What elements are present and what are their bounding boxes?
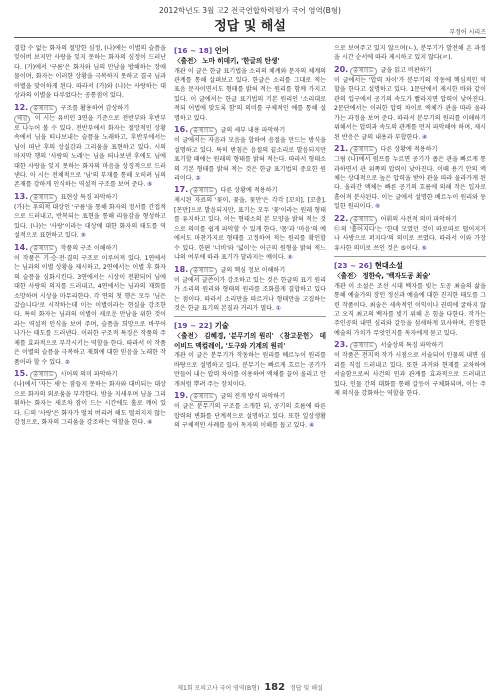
tag-label: 출제의도: [30, 245, 56, 254]
answer-mark: ⑤: [375, 203, 381, 211]
footer-section-name: 정답 및 해설: [290, 685, 323, 692]
section-source: 〈출전〉 김혜경, '분무기의 원리' 〈참고문헌〉 데이비드 맥컬레이, '도구와 기계의 원리': [174, 332, 326, 350]
question-21: [334, 144, 486, 212]
question-number: 12.: [14, 102, 29, 112]
explanation: 이 글에서는 '압력 차이'가 분무기의 작동에 핵심적인 역할을 한다고 설명하고 있다. 1문단에서 제시한 바와 같이 관의 입구에서 공기의 속도가 빨라지면 압력이 낮아진다. 2문단에서는 이러한 압력 차이로 액체가 관을 따라 올라가는 과정을 보여 준다. 따라서 분무기의 원리를 이해하기 위해서는 압력과 속도의 관계를 먼저 파악해야 하며, 제시된 반응은 글의 내용과 부합한다.: [334, 76, 486, 141]
question-topic: 글을 읽고 비판하기: [380, 66, 432, 74]
section-genre: 언어: [214, 46, 229, 55]
question-topic: 작품의 구조 이해하기: [60, 244, 118, 252]
question-20: [334, 65, 486, 142]
paragraph: 개관 이 글은 한글 표기법을 소리의 체계와 문자의 체계의 관계를 통해 살펴보고 있다. 한글은 소리를 그대로 적는 표음 문자이면서도 형태를 밝혀 적는 원리를 함께 가지고 있다. 이 글에서는 한글 표기법의 기본 원리인 '소리대로 적되 어법에 맞도록 함'의 의미를 구체적인 예를 통해 설명하고 있다.: [174, 67, 326, 122]
tag-label: 출제의도: [350, 342, 376, 351]
tag-label: 출제의도: [190, 267, 216, 276]
question-topic: 다른 상황에 적용하기: [220, 187, 278, 195]
question-topic: 구조를 활용하여 감상하기: [60, 104, 130, 112]
question-22: [334, 214, 486, 253]
question-12: [14, 103, 166, 190]
column-1: [14, 44, 166, 674]
question-17: [174, 185, 326, 262]
answer-mark: ④: [309, 422, 315, 430]
paragraph: 으로 보여주고 있지 않으며(ㄴ), 분무기가 발전해 온 과정을 시간 순서에 따라 제시하고 있지 않다(ㄹ).: [334, 45, 486, 62]
question-15: [14, 369, 166, 427]
question-14: [14, 243, 166, 367]
section-heading: [334, 261, 486, 271]
question-number: 21.: [334, 144, 349, 154]
answer-mark: ④: [147, 418, 153, 426]
question-topic: 표현상 특징 파악하기: [60, 193, 118, 201]
question-16: [174, 125, 326, 183]
paragraph: 결합 수 없는 화자의 절망한 심정, (나)에는 이별의 슬픔을 잊어버 보지만 사랑을 잊지 못하는 화자의 심정이 드러난다. (가)에서 '구름'은 화자와 님의 만남을 방해하는 장애물이며, 화자는 이러한 상황을 극복하지 못하고 결국 님과 이별을 맞이하게 된다. 따라서 (가)와 (나)는 사랑하는 대상과의 이별을 다루었다는 공통점이 있다.: [14, 45, 166, 100]
tag-label: 출제의도: [30, 371, 56, 380]
section-range: [16 ~ 18]: [174, 46, 213, 55]
explanation: ㉢의 '흩어지다'는 '한데 모였던 것이 따로따로 떨어지거나 사방으로 퍼지다'의 의미로 쓰였다. 따라서 이와 가장 유사한 의미로 쓰인 것은 ⑤이다.: [334, 225, 486, 252]
question-number: 18.: [174, 264, 189, 274]
question-topic: 글의 세부 내용 파악하기: [220, 127, 286, 135]
page-header: [0, 0, 500, 42]
answer-mark: ⑤: [287, 254, 293, 262]
section-divider: [334, 256, 486, 257]
explanation: 이 글에서는 자음과 모음을 합하여 음절을 만드는 방식을 설명하고 있다. 특히 받침은 음절의 끝소리로 발음되지만 표기할 때에는 원래의 형태를 밝혀 적는다. 따라서 형태소의 기본 형태를 밝혀 적는 것은 한글 표기법의 중요한 원리이다.: [174, 137, 326, 183]
answer-mark: ⑤: [147, 181, 153, 189]
question-19: [174, 391, 326, 430]
question-number: 20.: [334, 64, 349, 74]
explanation: 제시된 자료의 '꽃이, 꽃을, 꽃만'은 각각 [꼬치], [꼬츨], [꼰만]으로 발음되지만, 표기는 모두 '꽃'이라는 원래 형태를 유지하고 있다. 이는 형태소의 본 모양을 밝혀 적는 것으로 의미를 쉽게 파악할 수 있게 한다. '몸'과 '마음'의 예에서도 마찬가지로 형태를 고정하여 적는 원리를 확인할 수 있다. 한편 '너비'와 '넓이'는 어근의 원형을 밝혀 적느냐의 여부에 따라 표기가 달라지는 예이다.: [174, 197, 326, 262]
explanation: 그림 (나)에서 펌프를 누르면 공기가 좁은 관을 빠르게 통과하면서 관 위쪽의 압력이 낮아진다. 이때 용기 안의 액체는 상대적으로 높은 압력을 받아 관을 따라 올라가게 된다. 올라간 액체는 빠른 공기의 흐름에 의해 작은 입자로 흩어져 분사된다. 이는 글에서 설명한 베르누이 원리와 동일한 원리이다.: [334, 156, 486, 211]
tag-label: 출제의도: [30, 105, 56, 114]
content-columns: [14, 44, 486, 674]
question-number: 14.: [14, 242, 29, 252]
tag-label: 출제의도: [190, 393, 216, 402]
question-23: [334, 340, 486, 398]
paragraph: 개관 이 소설은 조선 시대 백자를 빚는 도공 최술의 삶을 통해 예술가의 장인 정신과 예술에 대한 진지한 태도를 그린 작품이다. 최술은 세속적인 이익이나 권력에 굴하지 않고 오직 최고의 백자를 빚기 위해 온 힘을 다한다. 작가는 주인공의 내면 심리와 갈등을 섬세하게 묘사하며, 진정한 예술의 가치가 무엇인지를 독자에게 묻고 있다.: [334, 282, 486, 337]
explanation: 이 글에서 글쓴이가 강조하고 있는 것은 한글의 표기 원리가 소리의 원리와 형태의 원리를 조화롭게 결합하고 있다는 점이다. 따라서 소리만을 따르거나 형태만을 고집하는 것은 한글 표기의 본질과 거리가 멀다.: [174, 276, 326, 313]
question-topic: 시어의 의미 파악하기: [60, 371, 118, 379]
footer-exam-name: 제1회 모의고사 국어 영역(B형): [177, 685, 260, 692]
question-number: 17.: [174, 185, 189, 195]
section-heading: [174, 321, 326, 331]
section-divider: [174, 316, 326, 317]
question-13: [14, 192, 166, 241]
exam-title: 2012학년도 3월 고2 전국연합학력평가 국어 영역(B형): [159, 6, 341, 15]
tag-label: 해설: [14, 115, 30, 124]
answer-mark: ①: [275, 305, 282, 313]
section-heading: [174, 46, 326, 56]
section-source: 〈출전〉 정한숙, '백자도공 최술': [334, 272, 431, 281]
answer-mark: ⑤: [421, 244, 427, 252]
answer-mark: ③: [80, 232, 86, 240]
explanation: 이 글은 분무기의 구조를 소개한 뒤, 공기의 흐름에 따른 압력의 변화를 단계적으로 설명하고 있다. 또한 일상생활의 구체적인 사례를 들어 독자의 이해를 돕고 있다.: [174, 403, 326, 430]
page-title: 정답 및 해설: [214, 19, 286, 34]
question-number: 13.: [14, 191, 29, 201]
answer-mark: ②: [64, 358, 71, 366]
explanation: 이 작품은 전지적 작가 시점으로 서술되어 인물의 내면 심리를 직접 드러내고 있다. 또한 과거와 현재를 교차하여 서술함으로써 사건의 인과 관계를 효과적으로 드러내고 있다. 인물 간의 대화를 통해 갈등이 구체화되며, 이는 주제 의식을 강화하는 역할을 한다.: [334, 352, 486, 398]
question-number: 23.: [334, 340, 349, 350]
header-rule: [14, 37, 486, 38]
tag-label: 출제의도: [350, 216, 376, 225]
paragraph: 개관 이 글은 분무기가 작동하는 원리를 베르누이 원리를 바탕으로 설명하고 있다. 분무기는 빠르게 흐르는 공기가 만들어 내는 압력 차이를 이용하여 액체를 끌어 올리고 안개처럼 뿌려 주는 장치이다.: [174, 352, 326, 388]
section-genre: 기술: [214, 321, 229, 331]
explanation: (나)에서 '자는 새'는 잠들지 못하는 화자와 대비되는 대상으로 화자의 외로움을 부각한다. 밤을 지새우며 님을 그리워하는 화자는 새조차 잠이 드는 시간에도 홀로 깨어 있다. ㉡의 '사랑'은 화자가 떨쳐 버리려 해도 떨쳐지지 않는 감정으로, 화자의 그리움을 강조하는 역할을 한다.: [14, 381, 166, 426]
tag-label: 출제의도: [30, 194, 56, 203]
column-3: [334, 44, 486, 674]
question-number: 22.: [334, 213, 349, 223]
tag-label: 출제의도: [350, 67, 376, 76]
question-number: 16.: [174, 125, 189, 135]
section-range: [19 ~ 22]: [174, 321, 213, 331]
section-range: [23 ~ 26]: [334, 261, 373, 271]
question-number: 15.: [14, 369, 29, 379]
column-2: [174, 44, 326, 674]
question-topic: 글의 전개 방식 파악하기: [220, 393, 286, 401]
explanation: (가)는 우의적 대상인 '구름'을 통해 화자의 정서를 간접적으로 드러내고, 반복되는 표현을 통해 리듬감을 형성하고 있다. (나)는 '사랑'이라는 대상에 대한 화자의 태도를 역설적으로 표현하고 있다.: [14, 203, 166, 240]
explanation: 이 시는 유비인 3연을 기준으로 전반부와 후반부로 나누어 볼 수 있다. 전반부에서 화자는 절망적인 상황 속에서 님을 떠나보내는 슬픔을 노래하고, 후반부에서는 님이 떠난 후의 상실감과 그리움을 표현하고 있다. 시의 마지막 행의 '사랑의 노래'는 님을 떠나보낸 후에도 님에 대한 사랑을 잊지 못하는 화자의 마음을 상징적으로 드러낸다. 이 시는 전체적으로 '님'의 부재를 통해 오히려 님의 존재를 강하게 인식하는 역설적 구조를 보여 준다.: [14, 114, 166, 189]
answer-mark: ④: [422, 133, 428, 141]
section-genre: 현대소설: [374, 261, 403, 271]
tag-label: 출제의도: [190, 127, 216, 136]
tag-label: 출제의도: [190, 187, 216, 196]
question-topic: 서술상의 특징 파악하기: [380, 342, 444, 350]
question-topic: 글의 핵심 정보 이해하기: [220, 266, 286, 274]
answer-mark: ②: [195, 175, 201, 183]
question-number: 19.: [174, 391, 189, 401]
series-label: 부정어 시리즈: [449, 29, 486, 36]
explanation: 이 작품은 기·승·전·결의 구조로 이루어져 있다. 1연에서는 님과의 이별 상황을 제시하고, 2연에서는 이별 후 화자의 슬픔을 심화시킨다. 3연에서는 시상이 전환되어 님에 대한 사랑의 의지를 드러내고, 4연에서는 님과의 재회를 소망하며 시상을 마무리한다. 각 연의 첫 행은 모두 '님은 갔습니다'로 시작하는데 이는 이별이라는 현실을 강조한다. 특히 화자는 님과의 이별이 새로운 만남을 위한 것이라는 역설적 인식을 보여 주며, 슬픔을 희망으로 바꾸어 나가는 태도를 드러낸다. 이러한 구조적 특징은 작품의 주제를 효과적으로 부각시키는 역할을 한다. 따라서 이 작품은 이별의 슬픔을 극복하고 재회에 대한 믿음을 노래한 작품이라 할 수 있다.: [14, 254, 166, 366]
page-footer: [0, 682, 500, 693]
section-source: 〈출전〉 노마 히데키, '한글의 탄생': [174, 57, 280, 65]
question-18: [174, 265, 326, 314]
question-topic: 어휘의 사전적 의미 파악하기: [380, 215, 457, 223]
page-number: 182: [264, 682, 286, 693]
tag-label: 출제의도: [350, 146, 376, 155]
question-topic: 다른 상황에 적용하기: [380, 146, 438, 154]
